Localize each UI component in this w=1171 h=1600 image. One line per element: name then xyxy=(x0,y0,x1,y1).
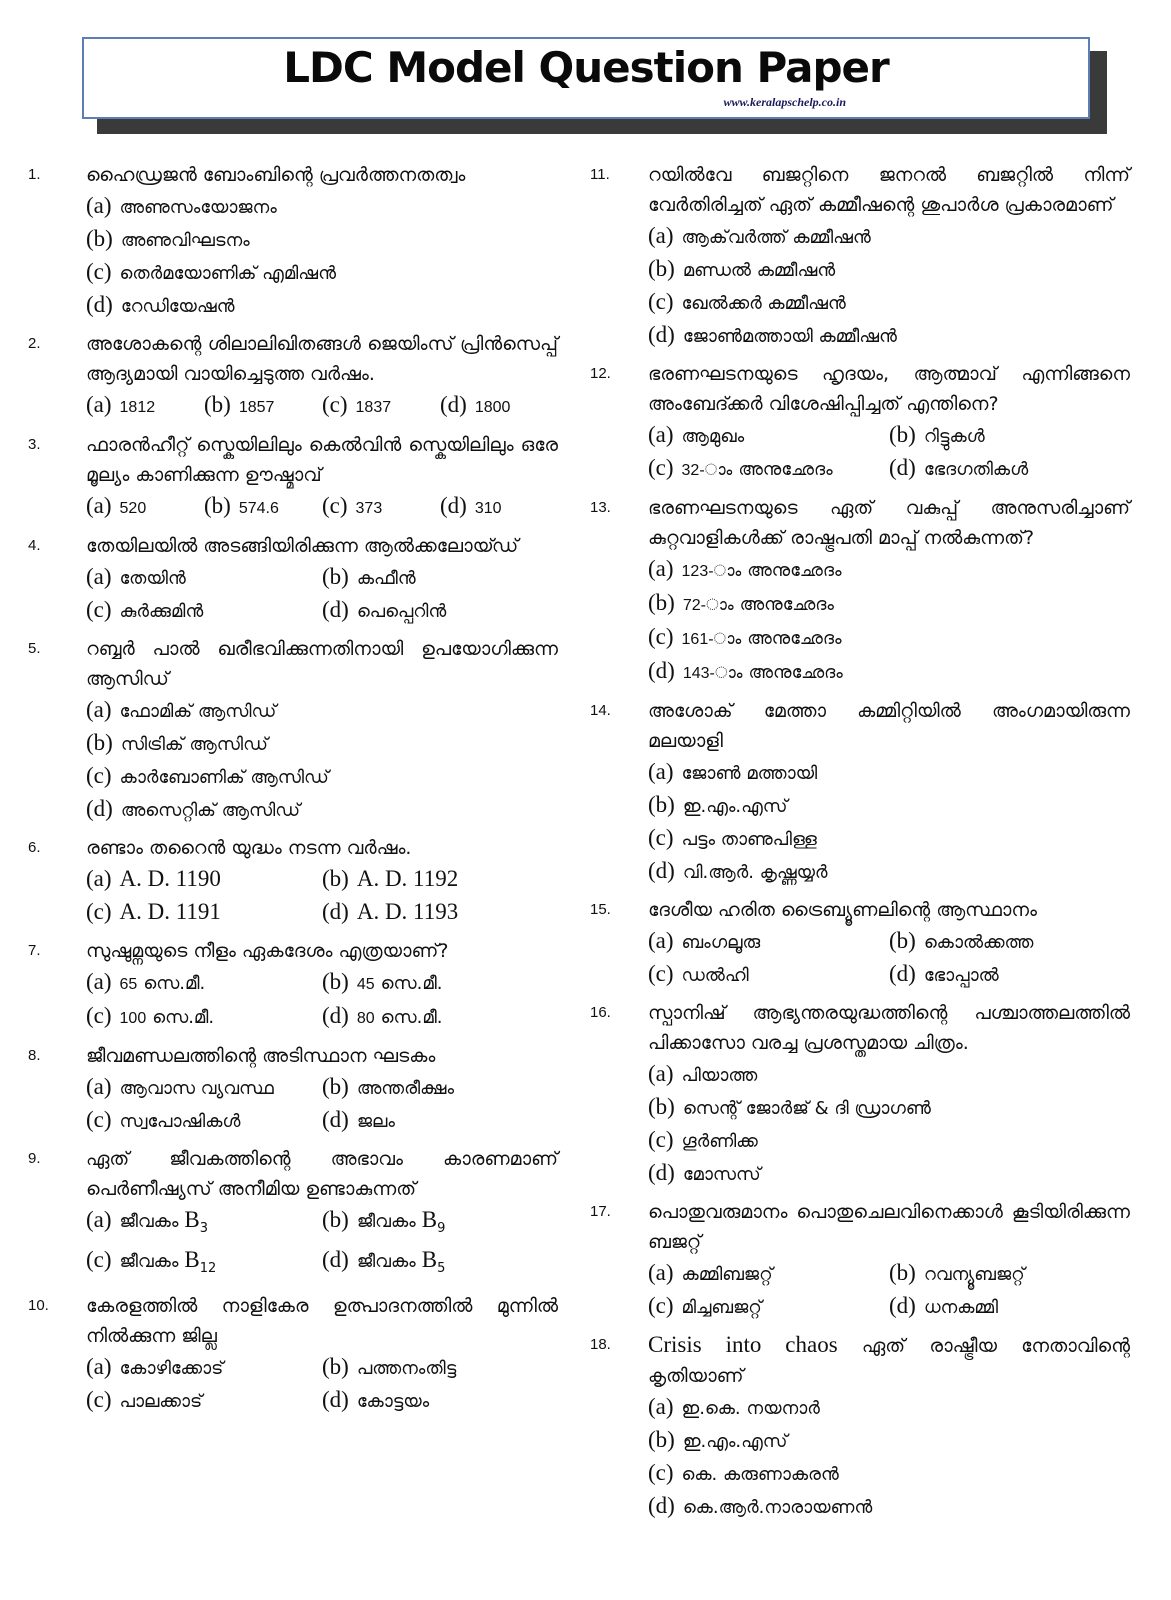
book-title: Crisis into chaos xyxy=(648,1332,838,1357)
option-label: (a) xyxy=(86,392,112,417)
option xyxy=(648,655,1130,689)
option xyxy=(86,760,558,793)
vitamin-subscript: 12 xyxy=(199,1260,217,1276)
option-label: (c) xyxy=(86,763,112,788)
option-label: (c) xyxy=(322,392,348,417)
option xyxy=(648,756,1130,789)
option xyxy=(322,490,440,524)
question xyxy=(28,634,558,826)
option xyxy=(322,1104,558,1137)
option xyxy=(322,1000,558,1034)
option-label: (d) xyxy=(648,322,675,347)
option xyxy=(86,966,322,1000)
option-text: ഡൽഹി xyxy=(681,965,749,986)
option-text: മിച്ചബജറ്റ് xyxy=(681,1297,762,1318)
option-text: 520 xyxy=(119,500,147,517)
header-box xyxy=(82,37,1090,119)
question xyxy=(28,531,558,627)
option-text: 1857 xyxy=(238,399,275,416)
option-label: (c) xyxy=(648,455,674,480)
option-text: 1800 xyxy=(474,399,511,416)
option-label: (a) xyxy=(648,1260,674,1285)
option xyxy=(889,925,1130,958)
question-text: തേയിലയിൽ അടങ്ങിയിരിക്കുന്ന ആൽക്കലോയ്ഡ് xyxy=(86,535,519,557)
option-label: (a) xyxy=(648,223,674,248)
option xyxy=(204,389,322,423)
question-number: 12. xyxy=(590,365,611,382)
option xyxy=(889,1290,1130,1323)
question-text: ഫാരൻഹീറ്റ് സ്കെയിലിലും കെൽവിൻ സ്കെയിലിലും ഒരേ മൂല്യം കാണിക്കുന്ന ഊഷ്മാവ് xyxy=(86,434,558,486)
option-label: (b) xyxy=(889,1260,916,1285)
option-label: (b) xyxy=(648,1094,675,1119)
option xyxy=(648,253,1130,286)
option-unit: സെ.മീ. xyxy=(380,973,443,994)
option xyxy=(204,490,322,524)
option-unit: അനുഛേദം xyxy=(738,459,833,480)
option-label: (d) xyxy=(440,493,467,518)
option-text: ജോൺമത്തായി കമ്മീഷൻ xyxy=(682,326,897,347)
option-label: (d) xyxy=(86,292,113,317)
option-text: ഗൂർണിക്ക xyxy=(681,1131,758,1152)
option-unit: സെ.മീ. xyxy=(152,1007,215,1028)
question-text: അശോകന്റെ ശിലാലിഖിതങ്ങൾ ജെയിംസ് പ്രിൻസെപ്പ് ആദ്യമായി വായിച്ചെടുത്ത വർഷം. xyxy=(86,333,558,385)
option xyxy=(86,896,322,929)
option xyxy=(648,286,1130,319)
option-label: (d) xyxy=(322,1003,349,1028)
left-column xyxy=(28,160,558,1424)
option-text: ഇ.എം.എസ് xyxy=(682,796,788,817)
question xyxy=(28,1291,558,1417)
question-number: 4. xyxy=(28,537,41,554)
option-number: 65 xyxy=(119,976,138,993)
option-text: ജീവകം xyxy=(119,1211,179,1232)
question xyxy=(590,160,1130,352)
option-label: (c) xyxy=(86,899,112,924)
option xyxy=(86,863,322,896)
option-text: പാലക്കാട് xyxy=(119,1390,203,1412)
option xyxy=(648,925,889,958)
vitamin-letter: B xyxy=(421,1246,438,1272)
option-label: (d) xyxy=(889,961,916,986)
question xyxy=(590,1330,1130,1523)
option-label: (b) xyxy=(322,866,349,891)
option xyxy=(86,694,558,727)
option-label: (a) xyxy=(86,866,112,891)
option-text: തെർമയോണിക് എമിഷൻ xyxy=(119,263,336,284)
option-text: അണുസംയോജനം xyxy=(119,197,277,218)
option xyxy=(648,553,1130,587)
option-label: (d) xyxy=(322,1386,349,1412)
option-number: 80 xyxy=(356,1010,375,1027)
option xyxy=(86,1204,322,1244)
question-number: 15. xyxy=(590,901,611,918)
option-label: (d) xyxy=(322,899,349,924)
option-text: കോട്ടയം xyxy=(356,1390,430,1412)
option-label: (a) xyxy=(86,193,112,218)
question xyxy=(590,998,1130,1190)
option-label: (a) xyxy=(648,556,674,581)
option-text: ആവാസ വ്യവസ്ഥ xyxy=(119,1078,274,1099)
option-text: അസെറ്റിക് ആസിഡ് xyxy=(120,800,301,821)
option xyxy=(648,621,1130,655)
option xyxy=(889,958,1130,991)
option-text: റിട്ടുകൾ xyxy=(923,426,985,447)
question-number: 6. xyxy=(28,839,41,856)
option xyxy=(322,389,440,423)
option xyxy=(86,223,558,256)
option-text: പെപ്പെറിൻ xyxy=(356,601,447,622)
question xyxy=(28,833,558,929)
option-text: A. D. 1192 xyxy=(356,866,459,891)
option-label: (a) xyxy=(648,759,674,784)
question-number: 16. xyxy=(590,1004,611,1021)
vitamin-subscript: 9 xyxy=(437,1220,446,1236)
option-label: (b) xyxy=(86,730,113,755)
option xyxy=(322,1244,558,1284)
option xyxy=(889,452,1130,486)
option xyxy=(648,1257,889,1290)
option-label: (c) xyxy=(86,1003,112,1028)
option-label: (a) xyxy=(648,1394,674,1419)
option xyxy=(322,966,558,1000)
option-text: ഭോപ്പാൽ xyxy=(923,965,999,986)
option-number: 123-ാം xyxy=(681,563,742,580)
option xyxy=(648,1490,1130,1523)
option-number: 72-ാം xyxy=(682,597,734,614)
question-text: ജീവമണ്ഡലത്തിന്റെ അടിസ്ഥാന ഘടകം xyxy=(86,1045,436,1067)
question-text xyxy=(648,1330,1130,1391)
option-text: കൊൽക്കത്ത xyxy=(923,932,1034,953)
option xyxy=(86,490,204,524)
option-label: (d) xyxy=(889,1293,916,1318)
option-text: പത്തനംതിട്ട xyxy=(356,1357,457,1379)
option-text: A. D. 1193 xyxy=(356,899,459,924)
vitamin-subscript: 5 xyxy=(437,1260,446,1276)
question-number: 18. xyxy=(590,1336,611,1353)
option xyxy=(86,389,204,423)
option-label: (a) xyxy=(648,1061,674,1086)
option-text: 373 xyxy=(355,500,383,517)
option xyxy=(86,256,558,289)
question xyxy=(28,160,558,322)
option-label: (c) xyxy=(648,1460,674,1485)
option-label: (c) xyxy=(86,1107,112,1132)
question-number: 17. xyxy=(590,1203,611,1220)
question-number: 9. xyxy=(28,1150,41,1167)
option-text: ബംഗലൂരു xyxy=(681,932,761,953)
option xyxy=(648,855,1130,888)
option-unit: അനുഛേദം xyxy=(747,560,842,581)
option xyxy=(648,452,889,486)
option xyxy=(648,419,889,452)
question-number: 11. xyxy=(590,166,610,183)
option xyxy=(648,1091,1130,1124)
question-number: 10. xyxy=(28,1296,49,1314)
option xyxy=(648,789,1130,822)
option-label: (c) xyxy=(86,597,112,622)
option-label: (d) xyxy=(648,858,675,883)
option-label: (b) xyxy=(648,792,675,817)
option-text: ഫോമിക് ആസിഡ് xyxy=(119,701,277,722)
right-column xyxy=(590,160,1130,1530)
option-label: (a) xyxy=(86,969,112,994)
question xyxy=(28,1144,558,1284)
option xyxy=(322,1384,558,1417)
option-label: (b) xyxy=(889,422,916,447)
option-label: (a) xyxy=(86,564,112,589)
question xyxy=(28,936,558,1034)
question-number: 8. xyxy=(28,1047,41,1064)
option xyxy=(648,822,1130,855)
vitamin-letter: B xyxy=(421,1207,438,1232)
option-text: കെ.ആർ.നാരായണൻ xyxy=(682,1497,873,1518)
option-unit: അനുഛേദം xyxy=(747,628,842,649)
option-label: (c) xyxy=(86,1386,112,1412)
question xyxy=(28,430,558,524)
option-text: മണ്ഡൽ കമ്മീഷൻ xyxy=(682,260,836,281)
option-unit: അനുഛേദം xyxy=(739,594,834,615)
option-text: സിട്രിക് ആസിഡ് xyxy=(120,734,268,755)
option-text: സെന്റ് ജോർജ് & ദി ഡ്രാഗൺ xyxy=(682,1098,931,1119)
option-label: (a) xyxy=(648,928,674,953)
question-text: പൊതുവരുമാനം പൊതുചെലവിനെക്കാൾ കൂടിയിരിക്കുന്ന ബജറ്റ് xyxy=(648,1201,1130,1253)
option-label: (c) xyxy=(648,1293,674,1318)
option xyxy=(648,587,1130,621)
question-text: റബ്ബർ പാൽ ഖരീഭവിക്കുന്നതിനായി ഉപയോഗിക്കുന്ന ആസിഡ് xyxy=(86,638,558,690)
option xyxy=(86,561,322,594)
option-text: ജീവകം xyxy=(356,1250,416,1272)
option-text: 574.6 xyxy=(238,500,279,517)
option-text: ഭേദഗതികൾ xyxy=(923,459,1029,480)
option-label: (c) xyxy=(322,493,348,518)
option-label: (d) xyxy=(322,1107,349,1132)
option-unit: സെ.മീ. xyxy=(380,1007,443,1028)
option xyxy=(86,1384,322,1417)
question-text: സ്പാനിഷ് ആഭ്യന്തരയുദ്ധത്തിന്റെ പശ്ചാത്തലത്തിൽ പിക്കാസോ വരച്ച പ്രശസ്തമായ ചിത്രം. xyxy=(648,1002,1130,1054)
option-label: (d) xyxy=(86,796,113,821)
option-text: സ്വപോഷികൾ xyxy=(119,1111,241,1132)
option-label: (d) xyxy=(889,455,916,480)
question-text: ഭരണഘടനയുടെ ഏത് വകുപ്പ് അനുസരിച്ചാണ് കുറ്റവാളികൾക്ക് രാഷ്ട്രപതി മാപ്പ് നൽകുന്നത്? xyxy=(648,497,1130,549)
option xyxy=(86,289,558,322)
option-label: (d) xyxy=(322,597,349,622)
option-text: ആമുഖം xyxy=(681,426,745,447)
option-number: 45 xyxy=(356,976,375,993)
option-number: 143-ാം xyxy=(682,665,743,682)
option-label: (d) xyxy=(648,1493,675,1518)
option xyxy=(889,1257,1130,1290)
option-label: (b) xyxy=(322,1353,349,1379)
option-text: തേയിൻ xyxy=(119,568,186,589)
option-text: കുർക്കുമിൻ xyxy=(119,601,204,622)
option-text: A. D. 1191 xyxy=(119,899,221,924)
option-label: (b) xyxy=(889,928,916,953)
option-text: ഖേൽക്കർ കമ്മീഷൻ xyxy=(681,293,846,314)
option-text: കെ. കരുണാകരൻ xyxy=(681,1464,839,1485)
option xyxy=(86,190,558,223)
question xyxy=(590,493,1130,689)
option-label: (a) xyxy=(86,1353,112,1379)
option xyxy=(322,1351,558,1384)
page-title: LDC Model Question Paper xyxy=(283,43,889,92)
option xyxy=(648,958,889,991)
option-label: (a) xyxy=(86,1074,112,1099)
option-label: (b) xyxy=(204,392,231,417)
option-text: 310 xyxy=(474,500,502,517)
option xyxy=(440,389,558,423)
option-text: ജീവകം xyxy=(119,1250,179,1272)
option-label: (b) xyxy=(648,256,675,281)
question-text: രണ്ടാം തറൈൻ യുദ്ധം നടന്ന വർഷം. xyxy=(86,837,412,859)
option-label: (a) xyxy=(86,1207,112,1232)
option-label: (a) xyxy=(86,493,112,518)
option xyxy=(86,1000,322,1034)
option xyxy=(322,594,558,627)
option-label: (d) xyxy=(648,1160,675,1185)
option xyxy=(86,793,558,826)
question-text: സുഷുമ്നയുടെ നീളം ഏകദേശം എത്രയാണ്? xyxy=(86,940,449,962)
question xyxy=(590,1197,1130,1323)
option-unit: അനുഛേദം xyxy=(748,662,843,683)
option-label: (b) xyxy=(322,564,349,589)
option xyxy=(648,1424,1130,1457)
option-number: 32-ാം xyxy=(681,462,733,479)
option xyxy=(322,561,558,594)
question xyxy=(590,359,1130,486)
option-text: പിയാത്ത xyxy=(681,1065,758,1086)
option-text: 1812 xyxy=(119,399,156,416)
question-number: 2. xyxy=(28,335,41,352)
question-text: ഭരണഘടനയുടെ ഹൃദയം, ആത്മാവ് എന്നിങ്ങനെ അംബേദ്ക്കർ വിശേഷിപ്പിച്ചത് എന്തിനെ? xyxy=(648,363,1130,415)
question xyxy=(590,696,1130,888)
option-label: (b) xyxy=(204,493,231,518)
option-text: ഇ.എം.എസ് xyxy=(682,1431,788,1452)
option-text: കാർബോണിക് ആസിഡ് xyxy=(119,767,329,788)
option xyxy=(86,1351,322,1384)
option-label: (b) xyxy=(648,590,675,615)
option-text: വി.ആർ. കൃഷ്ണയ്യർ xyxy=(682,862,828,883)
option-number: 161-ാം xyxy=(681,631,742,648)
option xyxy=(86,594,322,627)
option-label: (d) xyxy=(648,658,675,683)
option-text: പട്ടം താണുപിള്ള xyxy=(681,829,817,850)
option-label: (a) xyxy=(648,422,674,447)
option-label: (d) xyxy=(440,392,467,417)
vitamin-letter: B xyxy=(184,1246,200,1272)
option-label: (a) xyxy=(86,697,112,722)
question-text: ഹൈഡ്രജൻ ബോംബിന്റെ പ്രവർത്തനതത്വം xyxy=(86,164,466,186)
question xyxy=(28,1041,558,1137)
question-number: 3. xyxy=(28,436,41,453)
option xyxy=(322,1071,558,1104)
option-label: (c) xyxy=(648,624,674,649)
option-text: മോസസ് xyxy=(682,1164,761,1185)
option-text: ധനകമ്മി xyxy=(923,1297,998,1318)
option xyxy=(322,1204,558,1244)
option-text: 1837 xyxy=(355,399,392,416)
option xyxy=(648,1058,1130,1091)
option xyxy=(648,1124,1130,1157)
option xyxy=(648,1157,1130,1190)
option xyxy=(86,1071,322,1104)
option-label: (c) xyxy=(648,961,674,986)
option xyxy=(648,1391,1130,1424)
option-text: റവന്യൂബജറ്റ് xyxy=(923,1264,1025,1285)
vitamin-subscript: 3 xyxy=(199,1220,209,1236)
option xyxy=(648,1457,1130,1490)
option xyxy=(86,1104,322,1137)
question-number: 13. xyxy=(590,499,611,516)
option-text: ജലം xyxy=(356,1111,395,1132)
option-text: ഇ.കെ. നയനാർ xyxy=(681,1398,820,1419)
option xyxy=(889,419,1130,452)
option xyxy=(440,490,558,524)
question-text: ദേശീയ ഹരിത ട്രൈബ്യൂണലിന്റെ ആസ്ഥാനം xyxy=(648,899,1038,921)
question-text: കേരളത്തിൽ നാളികേര ഉത്പാദനത്തിൽ മുന്നിൽ നിൽക്കുന്ന ജില്ല xyxy=(86,1294,558,1347)
option xyxy=(648,1290,889,1323)
option xyxy=(648,220,1130,253)
option-text: റേഡിയേഷൻ xyxy=(120,296,235,317)
question-text: ഏത് ജീവകത്തിന്റെ അഭാവം കാരണമാണ് പെർണീഷ്യസ് അനീമിയ ഉണ്ടാകുന്നത് xyxy=(86,1148,558,1200)
question xyxy=(590,895,1130,991)
option-number: 100 xyxy=(119,1010,147,1027)
option-text: ജീവകം xyxy=(356,1211,416,1232)
option xyxy=(322,896,558,929)
option xyxy=(86,1244,322,1284)
option-text: കോഴിക്കോട് xyxy=(119,1357,224,1379)
question-number: 14. xyxy=(590,702,611,719)
option-text: കഫീൻ xyxy=(356,568,416,589)
option-text: A. D. 1190 xyxy=(119,866,221,891)
option-label: (c) xyxy=(86,259,112,284)
option-label: (b) xyxy=(86,226,113,251)
option-label: (c) xyxy=(648,1127,674,1152)
option-label: (c) xyxy=(86,1246,112,1272)
option-text: കമ്മിബജറ്റ് xyxy=(681,1264,773,1285)
option-label: (c) xyxy=(648,825,674,850)
option-label: (b) xyxy=(648,1427,675,1452)
option-text: ആക്‌വർത്ത് കമ്മീഷൻ xyxy=(681,227,871,248)
question xyxy=(28,329,558,423)
question-number: 7. xyxy=(28,942,41,959)
website-url: www.keralapschelp.co.in xyxy=(723,95,846,109)
option-label: (c) xyxy=(648,289,674,314)
vitamin-letter: B xyxy=(184,1207,200,1232)
option xyxy=(648,319,1130,352)
option-text: അണുവിഘടനം xyxy=(120,230,250,251)
option-text: അന്തരീക്ഷം xyxy=(356,1078,455,1099)
question-text: അശോക് മേത്താ കമ്മിറ്റിയിൽ അംഗമായിരുന്ന മലയാളി xyxy=(648,700,1130,752)
option xyxy=(322,863,558,896)
question-text: റയിൽവേ ബജറ്റിനെ ജനറൽ ബജറ്റിൽ നിന്ന് വേർതിരിച്ചത് ഏത് കമ്മീഷന്റെ ശുപാർശ പ്രകാരമാണ് xyxy=(648,164,1130,216)
option-label: (b) xyxy=(322,1074,349,1099)
option-label: (b) xyxy=(322,969,349,994)
question-number: 5. xyxy=(28,640,41,657)
option-unit: സെ.മീ. xyxy=(143,973,206,994)
option-text: ജോൺ മത്തായി xyxy=(681,763,818,784)
question-text-ml: ഏത് രാഷ്ട്രീയ നേതാവിന്റെ കൃതിയാണ് xyxy=(648,1335,1130,1387)
option-label: (d) xyxy=(322,1246,349,1272)
option-label: (b) xyxy=(322,1207,349,1232)
question-number: 1. xyxy=(28,166,41,183)
option xyxy=(86,727,558,760)
